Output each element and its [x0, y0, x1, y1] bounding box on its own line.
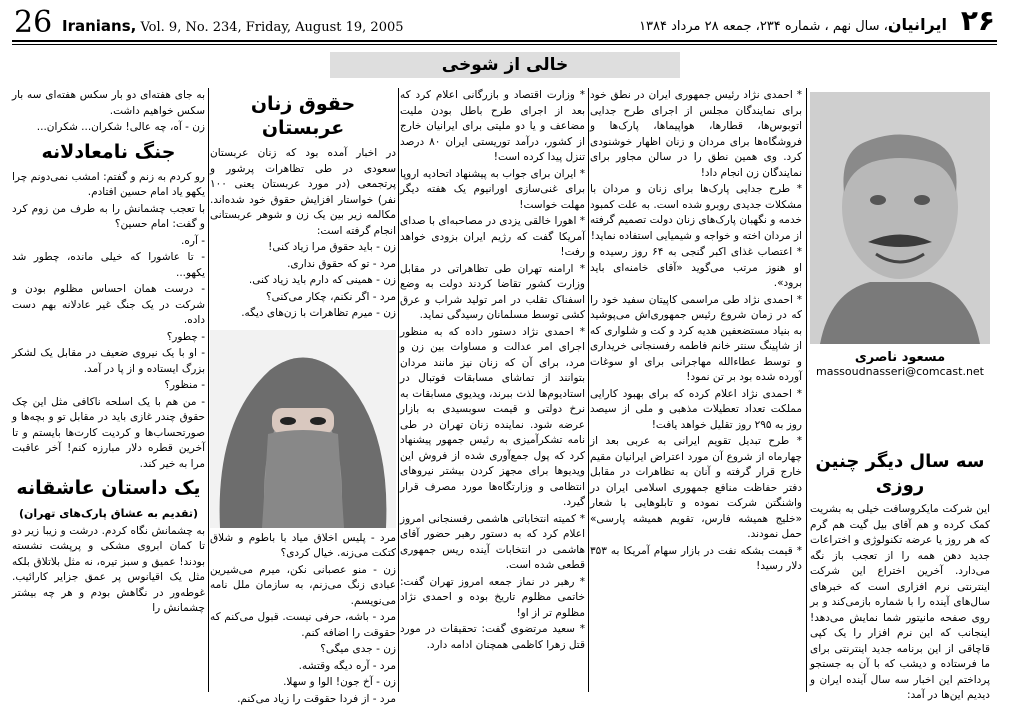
article-three-years — [810, 448, 990, 693]
news-item: * اهورا خالقی یزدی در مصاحبه‌ای با صدای آمریکا گفت که رژیم ایران بزودی خواهد رفت! — [400, 214, 585, 261]
war-line: - تا عاشورا که خیلی مانده، چطور شد یکهو... — [12, 250, 205, 281]
intro-line: زن - آه، چه عالی! شکران... شکران... — [12, 120, 205, 136]
dialogue-line: مرد - تو که حقوق نداری. — [210, 257, 396, 273]
article-three-years-title: سه سال دیگر چنین روزی — [810, 450, 990, 498]
saudi-women-title: حقوق زنان عربستان — [210, 92, 396, 140]
columnist-name: مسعود ناصری — [810, 350, 990, 365]
news-column-right — [590, 88, 802, 692]
news-item: * احمدی نژاد رئیس جمهوری ایران در نطق خود برای نمایندگان مجلس از اجرای طرح جدایی اتوبوس‌ها، قطارها، هواپیماها، پارک‌ها و فروشگاه‌ها برای مردان و زنان اظهار خوشنودی کرد. وی همین نطق را در سالن مجاور برای نمایندگان زن انجام داد! — [590, 88, 802, 181]
news-item: * ایران برای جواب به پیشنهاد اتحادیه اروپا برای غنی‌سازی اورانیوم یک هفته دیگر مهلت خواست! — [400, 167, 585, 214]
issue-info-left: Vol. 9, No. 234, Friday, August 19, 2005 — [136, 20, 403, 35]
columnist-caption — [810, 350, 990, 378]
dialogue-line: مرد - آره دیگه وقتشه. — [210, 659, 396, 675]
war-line: - منظور؟ — [12, 378, 205, 394]
news-item: * وزارت اقتصاد و بازرگانی اعلام کرد که بعد از اجرای طرح باطل بودن ملیت مضاعف و یا دو ملیتی برای ایرانیان خارج از کشور، درآمد توریستی ایران ۸۰ درصد تنزل پیدا کرده است! — [400, 88, 585, 166]
news-item: * اعتصاب غذای اکبر گنجی به ۶۴ روز رسیده و او هنوز مرتب می‌گوید «آقای خامنه‌ای باید برود». — [590, 245, 802, 292]
issue-info-right: ، سال نهم ، شماره ۲۳۴، جمعه ۲۸ مرداد ۱۳۸۴ — [639, 19, 888, 34]
news-item: * احمدی نژاد طی مراسمی کاپیتان سفید خود را که در زمان شروع رئیس جمهوری‌اش می‌پوشید به بنیاد مستضعفین هدیه کرد و کت و شلواری که از شاپینگ سنتر خانم فاطمه رفسنجانی خریداری و توسط عطاءالله مهاجرانی برای او سوغات آورده شده بود بر تن نمود! — [590, 293, 802, 386]
column-divider — [208, 88, 209, 692]
war-line: با تعجب چشمانش را به طرف من زوم کرد و گفت: امام حسین؟ — [12, 202, 205, 233]
column-divider — [588, 88, 589, 692]
columnist-photo — [810, 92, 990, 344]
dialogue-line: زن - آخ جون! الوا و سهلا. — [210, 675, 396, 691]
news-column-middle — [400, 88, 585, 692]
dialogue-line: مرد - پلیس اخلاق میاد با باطوم و شلاق کتکت می‌زنه. خیال کردی؟ — [210, 531, 396, 562]
war-line: رو کردم به زنم و گفتم: امشب نمی‌دونم چرا یکهو یاد امام حسین افتادم. — [12, 170, 205, 201]
saudi-women-intro: در اخبار آمده بود که زنان عربستان سعودی در طی تظاهرات پرشور و پرتجمعی (در مورد عربستان یعنی ۱۰۰ نفر) خواستار افزایش حقوق خود شده‌اند. مکالمه زیر بین یک زن و شوهر عربستانی انجام گرفته است: — [210, 146, 396, 239]
news-item: * احمدی نژاد دستور داده که به منظور اجرای امر عدالت و مساوات بین زن و مرد، برای آن که زنان نیز مانند مردان بتوانند از تماشای مسابقات فوتبال در استادیوم‌ها لذت ببرند، ویدیوی مسابقات به نرخ دولتی و قیمت سوبسیدی به بازار عرضه شود. نماینده زنان تهران در طی نامه تشکرآمیزی به رئیس جمهور پیشنهاد کرد که پول جمع‌آوری شده از فروش این ویدیوها برای مجهز کردن بیشتر نیروهای انتظامی و وزارتگاه‌ها مورد مصرف قرار گیرد. — [400, 325, 585, 511]
news-item: * قیمت بشکه نفت در بازار سهام آمریکا به ۳۵۳ دلار رسید! — [590, 544, 802, 575]
masthead-left-name: Iranians, — [62, 17, 136, 35]
war-line: - چطور؟ — [12, 330, 205, 346]
header-rule-thick — [12, 40, 997, 42]
intro-line: به جای هفته‌ای دو بار سکس هفته‌ای سه بار سکس خواهیم داشت. — [12, 88, 205, 119]
page-header — [0, 0, 1009, 44]
veiled-woman-illustration-icon — [210, 330, 396, 528]
war-line: - او با یک نیروی ضعیف در مقابل یک لشکر بزرگ ایستاده و از پا در آمد. — [12, 346, 205, 377]
news-item: * رهبر در نماز جمعه امروز تهران گفت: خاتمی مظلوم تاریخ بوده و احمدی نژاد مظلوم تر از او! — [400, 575, 585, 622]
header-rule-thin — [12, 44, 997, 45]
news-item: * کمیته انتخاباتی هاشمی رفسنجانی امروز اعلام کرد که به دستور رهبر حضور آقای هاشمی در انتخابات آینده ریس جمهوری قطعی شده است. — [400, 512, 585, 574]
columnist-email: massoudnasseri@comcast.net — [810, 365, 990, 378]
news-item: * احمدی نژاد اعلام کرده که برای بهبود کارایی مملکت تعداد تعطیلات مذهبی و ملی از سیصد روز به ۲۹۵ روز تقلیل خواهد یافت! — [590, 387, 802, 434]
veiled-woman-photo — [210, 330, 396, 528]
love-title: یک داستان عاشقانه — [12, 476, 205, 500]
dialogue-line: مرد - از فردا حقوقت را زیاد می‌کنم. — [210, 692, 396, 707]
war-line: - درست همان احساس مظلوم بودن و شرکت در یک جنگ غیر عادلانه بهم دست داده. — [12, 282, 205, 329]
love-subtitle: (تقدیم به عشاق پارک‌های تهران) — [12, 506, 205, 522]
dialogue-line: مرد - باشه، حرفی نیست. قبول می‌کنم که حقوقت را اضافه کنم. — [210, 610, 396, 641]
dialogue-line: زن - منو عصبانی نکن، میرم می‌شیرین عبادی زنگ می‌زنم، به سازمان ملل نامه می‌نویسم. — [210, 563, 396, 610]
page-number-right: ۲۶ — [961, 4, 995, 38]
dialogue-line: زن - باید حقوق مرا زیاد کنی! — [210, 240, 396, 256]
news-item: * ارامنه تهران طی تظاهراتی در مقابل وزارت کشور تقاضا کردند دولت به وضع اسفناک تقلب در امر تولید شراب و عرق کشی توسط مسلمانان رسیدگی نماید. — [400, 262, 585, 324]
section-title: خالی از شوخی — [330, 52, 680, 78]
war-title: جنگ نامعادلانه — [12, 140, 205, 164]
column-divider — [806, 88, 807, 692]
news-item: * طرح تبدیل تقویم ایرانی به عربی بعد از چهارماه از شروع آن مورد اعتراض ایرانیان مقیم خارج قرار گرفته و آنان به تظاهرات در مقابل دفتر حفاظت منافع جمهوری اسلامی ایران در واشنگتن شرکت نموده و تابلوهایی با شعار «خلیج همیشه فارس، تقویم همیشه پارسی» حمل نمودند. — [590, 434, 802, 543]
dialogue-line: زن - همینی که دارم باید زیاد کنی. — [210, 273, 396, 289]
dialogue-line: زن - میرم تظاهرات با زن‌های دیگه. — [210, 306, 396, 322]
news-item: * سعید مرتضوی گفت: تحقیقات در مورد قتل زهرا کاظمی همچنان ادامه دارد. — [400, 622, 585, 653]
masthead-right-name: ایرانیان — [888, 15, 947, 34]
humor-column-left — [12, 88, 205, 692]
dialogue-line: زن - جدی میگی؟ — [210, 642, 396, 658]
dialogue-line: مرد - اگر نکنم، چکار می‌کنی؟ — [210, 290, 396, 306]
love-text: به چشمانش نگاه کردم. درشت و زیبا زیر دو تا کمان ابروی مشکی و پرپشت نشسته بودند! عمیق و سبز تیره، نه مثل بلاتلاق بلکه مثل یک اقیانوس پر عمق جزایر کارائیب. غوطه‌ور در نگاهش بودم و هر چه بیشتر چشمانش را — [12, 524, 205, 617]
masthead-left — [62, 17, 404, 35]
news-item: * طرح جدایی پارک‌ها برای زنان و مردان با مشکلات جدیدی روبرو شده است. به علت کمبود خدمه و نگهبان پارک‌های زنان دولت تصمیم گرفته از مردان اخته و خواجه و شیمیایی استفاده نماید! — [590, 182, 802, 244]
war-line: - من هم با یک اسلحه ناکافی مثل این چک حقوق چندر غازی باید در مقابل تو و بچه‌ها و صورتحساب‌ها و کردیت کارت‌ها بایستم و تا آخرین قطره دلار مبارزه کنم! آخر عاقبت مرا به خیر کند. — [12, 395, 205, 473]
page-number-left: 26 — [14, 6, 52, 40]
columnist-portrait-icon — [810, 92, 990, 344]
column-divider — [398, 88, 399, 692]
masthead-right — [639, 15, 947, 34]
war-line: - آره. — [12, 234, 205, 250]
article-three-years-text: این شرکت مایکروسافت خیلی به بشریت کمک کرده و هم آقای بیل گیت هم گرم که هر روز یا عرضه تکنولوژی و اختراعات جدید دهن همه را از تعجب باز نگه می‌دارد. آخرین اختراع این شرکت اینترنتی نرم افزاری است که خبرهای سال‌های آینده را با شماره بازمی‌کند و بر روی صفحه مانیتور شما نمایش می‌دهد! اینجانب که این نرم افزار را یک کپی قاچاقی از این برنامه جدید اینترنتی برای ما فرستاده و دیشب که با آن به جستجو پرداختم این اخبار سه سال آینده ایران و دیدیم این‌ها در آمد: — [810, 502, 990, 704]
